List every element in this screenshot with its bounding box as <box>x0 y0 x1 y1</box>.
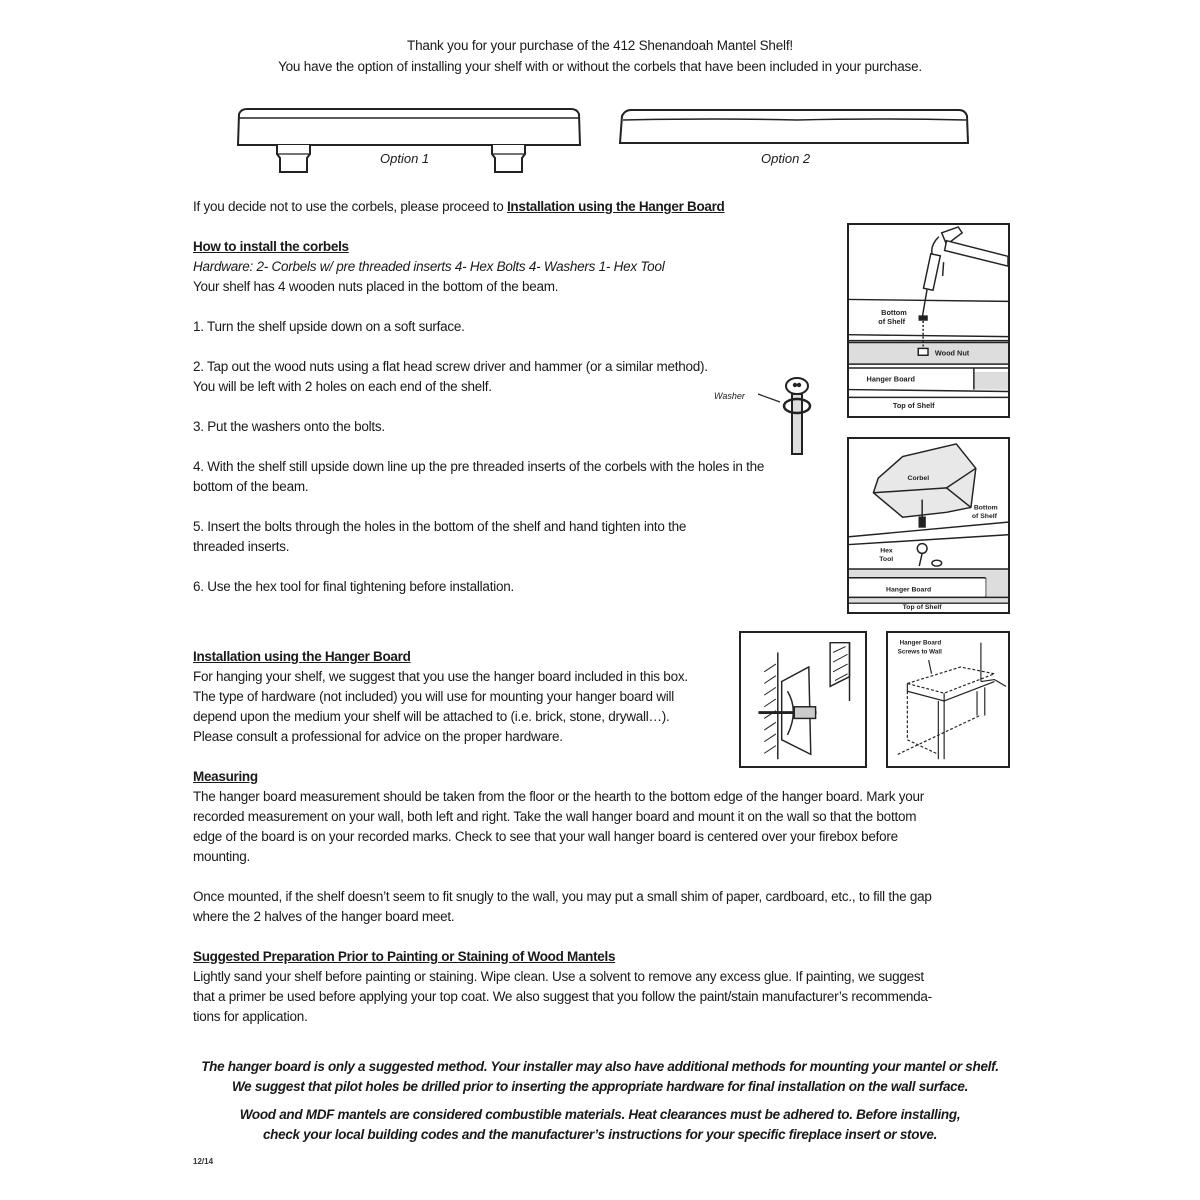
fig2-hanger-board-label: Hanger Board <box>886 586 932 594</box>
step-1: 1. Turn the shelf upside down on a soft surface. <box>193 319 465 334</box>
bolt-washer-illustration <box>750 376 820 456</box>
date-code: 12/14 <box>193 1157 214 1166</box>
footer-note-2-line-2: check your local building codes and the manufacturer’s instructions for your specific fireplace insert or stove. <box>262 1127 938 1142</box>
corbel-attachment-figure <box>847 437 1010 614</box>
hanger-board-link[interactable]: Installation using the Hanger Board <box>506 199 725 214</box>
measuring-heading: Measuring <box>193 769 258 784</box>
painting-heading: Suggested Preparation Prior to Painting or Staining of Wood Mantels <box>193 949 616 964</box>
fig2-hex-label-2: Tool <box>879 556 894 564</box>
intro-line-2: You have the option of installing your shelf with or without the corbels that have been included in your purchase. <box>278 59 922 74</box>
corbels-heading: How to install the corbels <box>193 239 349 254</box>
skip-corbels-note <box>193 197 725 217</box>
painting-line-2: that a primer be used before applying your top coat. We also suggest that you follow the paint/stain manufacturer’s recommenda- <box>193 989 932 1004</box>
step-4-cont: bottom of the beam. <box>193 479 309 494</box>
washer-label: Washer <box>714 391 745 401</box>
step-3: 3. Put the washers onto the bolts. <box>193 419 385 434</box>
hardware-list: Hardware: 2- Corbels w/ pre threaded inserts 4- Hex Bolts 4- Washers 1- Hex Tool <box>193 259 665 274</box>
measuring-line-2: recorded measurement on your wall, both left and right. Take the wall hanger board and mount it on the wall so that the bottom <box>193 809 917 824</box>
fig2-corbel-label: Corbel <box>907 475 930 483</box>
footer-note-1-line-1: The hanger board is only a suggested method. Your installer may also have additional methods for mounting your mantel or shelf. <box>201 1059 999 1074</box>
hanger-line-2: The type of hardware (not included) you will use for mounting your hanger board will <box>193 689 675 704</box>
measuring-line-3: edge of the board is on your recorded marks. Check to see that your wall hanger board is centered over your firebox before <box>193 829 898 844</box>
option-2-illustration <box>617 106 972 146</box>
footer-note-2-line-1: Wood and MDF mantels are considered combustible materials. Heat clearances must be adhered to. Before installing, <box>239 1107 961 1122</box>
fig2-bottom-label-2: of Shelf <box>971 513 997 521</box>
wall-anchor-figure <box>739 631 867 768</box>
step-4: 4. With the shelf still upside down line up the pre threaded inserts of the corbels with the holes in the <box>193 459 765 474</box>
fig2-bottom-label-1: Bottom <box>973 504 998 512</box>
hanger-heading: Installation using the Hanger Board <box>193 649 411 664</box>
step-2: 2. Tap out the wood nuts using a flat head screw driver and hammer (or a similar method). <box>193 359 708 374</box>
fig4-label-2: Screws to Wall <box>897 648 942 656</box>
hanger-line-4: Please consult a professional for advice on the proper hardware. <box>193 729 563 744</box>
step-2-cont: You will be left with 2 holes on each end of the shelf. <box>193 379 492 394</box>
shim-line-2: where the 2 halves of the hanger board meet. <box>193 909 455 924</box>
hanger-board-mount-figure <box>886 631 1010 768</box>
option-2-caption: Option 2 <box>761 151 811 166</box>
hanger-line-3: depend upon the medium your shelf will be attached to (i.e. brick, stone, drywall…). <box>193 709 670 724</box>
hanger-line-1: For hanging your shelf, we suggest that you use the hanger board included in this box. <box>193 669 688 684</box>
option-1-caption: Option 1 <box>380 151 430 166</box>
measuring-line-4: mounting. <box>193 849 251 864</box>
step-6: 6. Use the hex tool for final tightening before installation. <box>193 579 514 594</box>
step-5-cont: threaded inserts. <box>193 539 290 554</box>
fig1-bottom-label-2: of Shelf <box>878 316 906 326</box>
intro-line-1: Thank you for your purchase of the 412 Shenandoah Mantel Shelf! <box>407 38 793 53</box>
fig1-top-of-shelf-label: Top of Shelf <box>892 401 935 411</box>
shim-line-1: Once mounted, if the shelf doesn’t seem to fit snugly to the wall, you may put a small shim of paper, cardboard, etc., to fill the gap <box>193 889 932 904</box>
fig1-hanger-board-label: Hanger Board <box>866 374 915 384</box>
skip-note-text: If you decide not to use the corbels, please proceed to <box>193 199 507 214</box>
corbels-intro: Your shelf has 4 wooden nuts placed in the bottom of the beam. <box>193 279 559 294</box>
step-5: 5. Insert the bolts through the holes in the bottom of the shelf and hand tighten into the <box>193 519 687 534</box>
painting-line-3: tions for application. <box>193 1009 308 1024</box>
footer-note-1-line-2: We suggest that pilot holes be drilled prior to inserting the appropriate hardware for final installation on the wall surface. <box>231 1079 969 1094</box>
wood-nut-removal-figure <box>847 223 1010 418</box>
fig1-bottom-label-1: Bottom <box>881 308 907 318</box>
fig1-wood-nut-label: Wood Nut <box>934 348 970 358</box>
fig2-top-of-shelf-label: Top of Shelf <box>902 604 942 612</box>
fig2-hex-label-1: Hex <box>880 547 893 555</box>
fig4-label-1: Hanger Board <box>899 639 942 647</box>
painting-line-1: Lightly sand your shelf before painting or staining. Wipe clean. Use a solvent to remove any excess glue. If painting, we suggest <box>193 969 924 984</box>
measuring-line-1: The hanger board measurement should be taken from the floor or the hearth to the bottom edge of the hanger board. Mark your <box>193 789 924 804</box>
